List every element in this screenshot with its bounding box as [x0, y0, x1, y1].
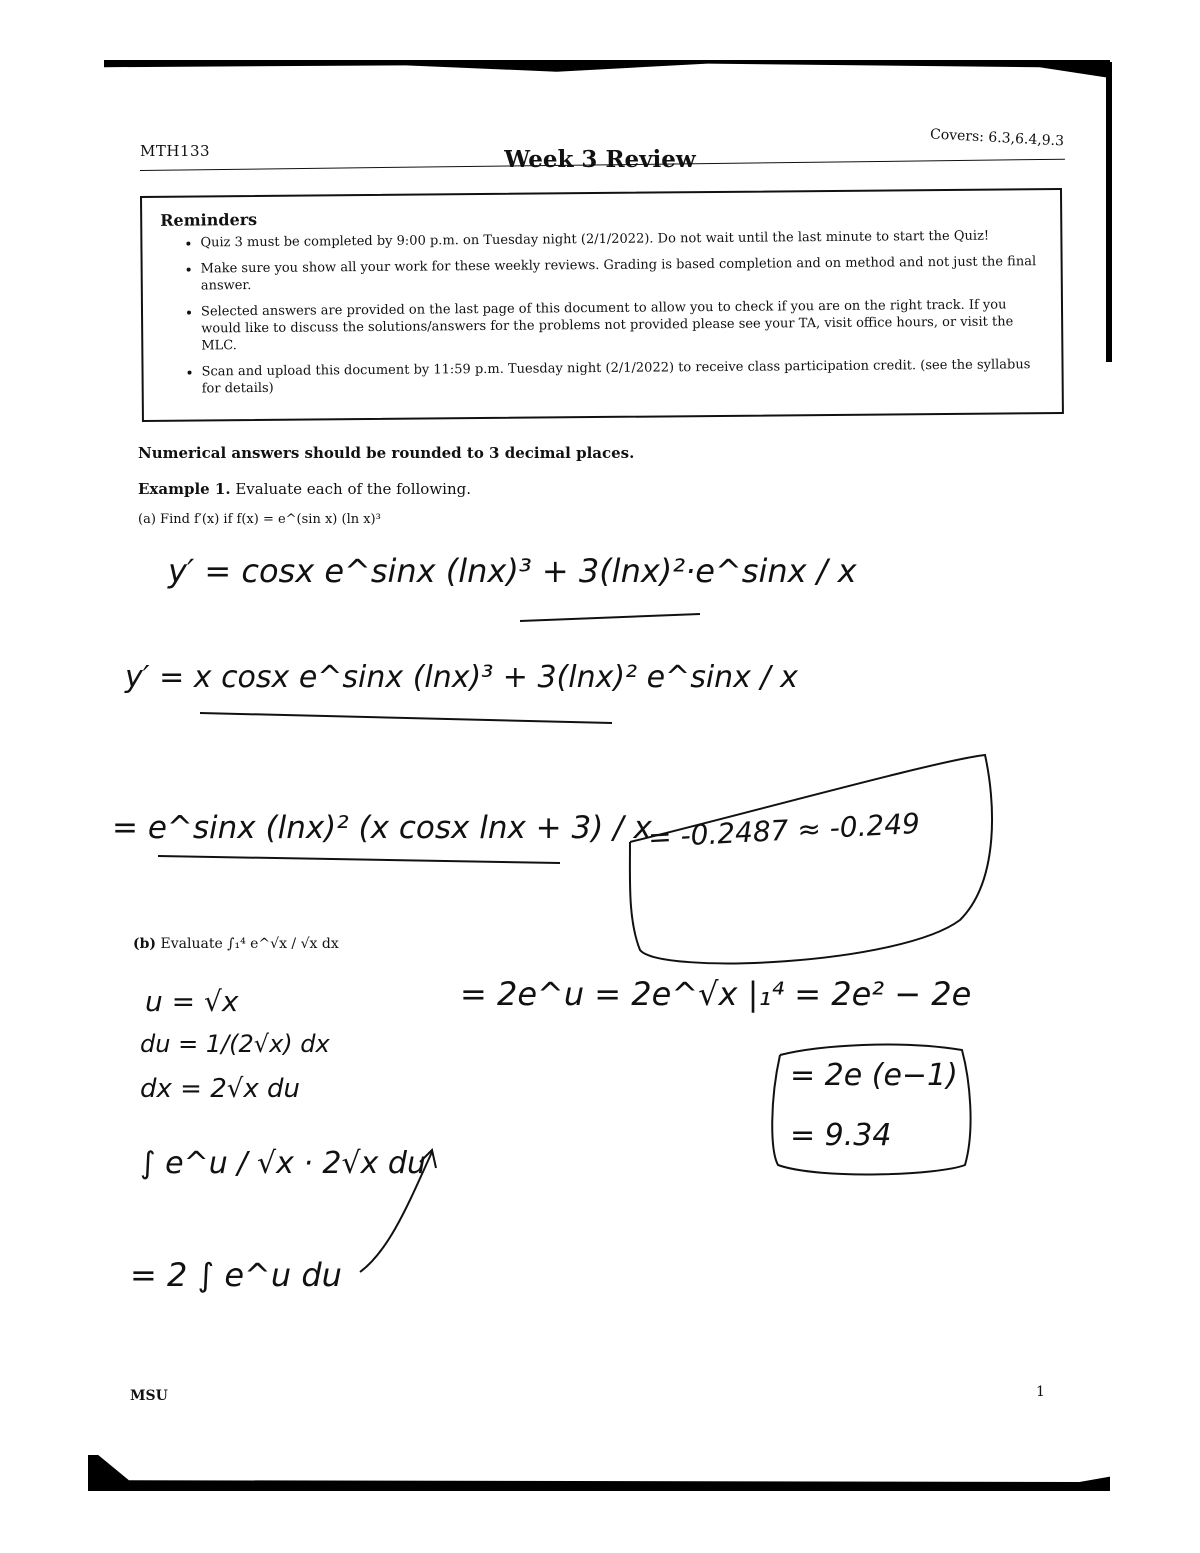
page-title: Week 3 Review — [504, 146, 696, 173]
covers-sections: Covers: 6.3,6.4,9.3 — [929, 126, 1065, 150]
fraction-bar-a3 — [158, 856, 560, 863]
answer-box-b — [772, 1045, 970, 1175]
handwritten-b-result2: = 2e (e−1) — [790, 1058, 958, 1093]
part-b-label: (b) — [133, 936, 157, 952]
handwritten-a-line2: y′ = x cosx e^sinx (lnx)³ + 3(lnx)² e^sinx / x — [125, 660, 798, 695]
page-number: 1 — [1036, 1384, 1045, 1400]
fraction-bar-a2 — [200, 713, 612, 723]
footer-institution: MSU — [130, 1388, 168, 1404]
arrow-shaft — [360, 1152, 432, 1272]
fraction-bar-a1 — [520, 614, 700, 621]
example-text: Evaluate each of the following. — [235, 480, 472, 498]
part-a-text: Find f′(x) if f(x) = e^(sin x) (ln x)³ — [160, 512, 381, 527]
reminder-item: • Make sure you show all your work for these weekly reviews. Grading is based completion and on method and not just the final answer. — [201, 253, 1043, 294]
part-b-text: Evaluate ∫₁⁴ e^√x / √x dx — [160, 936, 339, 952]
reminders-heading: Reminders — [160, 209, 258, 230]
handwritten-a-line1: y′ = cosx e^sinx (lnx)³ + 3(lnx)²·e^sinx / x — [168, 552, 857, 590]
handwritten-b-sub1: u = √x — [145, 985, 239, 1018]
part-a-label: (a) — [138, 512, 156, 527]
handwritten-b-int2: = 2 ∫ e^u du — [130, 1256, 342, 1294]
handwritten-b-sub2: du = 1/(2√x) dx — [140, 1030, 330, 1058]
handwritten-b-result3: = 9.34 — [790, 1118, 892, 1153]
answer-box-a — [630, 755, 992, 963]
example-label: Example 1. — [138, 480, 231, 498]
handwritten-b-result1: = 2e^u = 2e^√x |₁⁴ = 2e² − 2e — [460, 975, 972, 1013]
handwritten-a-line3: = e^sinx (lnx)² (x cosx lnx + 3) / x — [112, 810, 652, 846]
handwritten-b-int1: ∫ e^u / √x · 2√x du — [140, 1146, 426, 1181]
reminder-item: • Selected answers are provided on the last page of this document to allow you to check if you are on the right track. If you would like to discuss the solutions/answers for the problems not provided please see your TA, visit office hours, or visit the MLC. — [201, 296, 1043, 354]
course-code: MTH133 — [140, 142, 211, 160]
reminder-item: • Quiz 3 must be completed by 9:00 p.m. on Tuesday night (2/1/2022). Do not wait until the last minute to start the Quiz! — [200, 227, 1042, 251]
reminder-item: • Scan and upload this document by 11:59 p.m. Tuesday night (2/1/2022) to receive class participation credit. (see the syllabus for details) — [201, 356, 1043, 397]
handwritten-b-sub3: dx = 2√x du — [140, 1074, 300, 1104]
rounding-instruction: Numerical answers should be rounded to 3 decimal places. — [138, 444, 635, 462]
handwritten-a-answer: = -0.2487 ≈ -0.249 — [647, 806, 921, 855]
